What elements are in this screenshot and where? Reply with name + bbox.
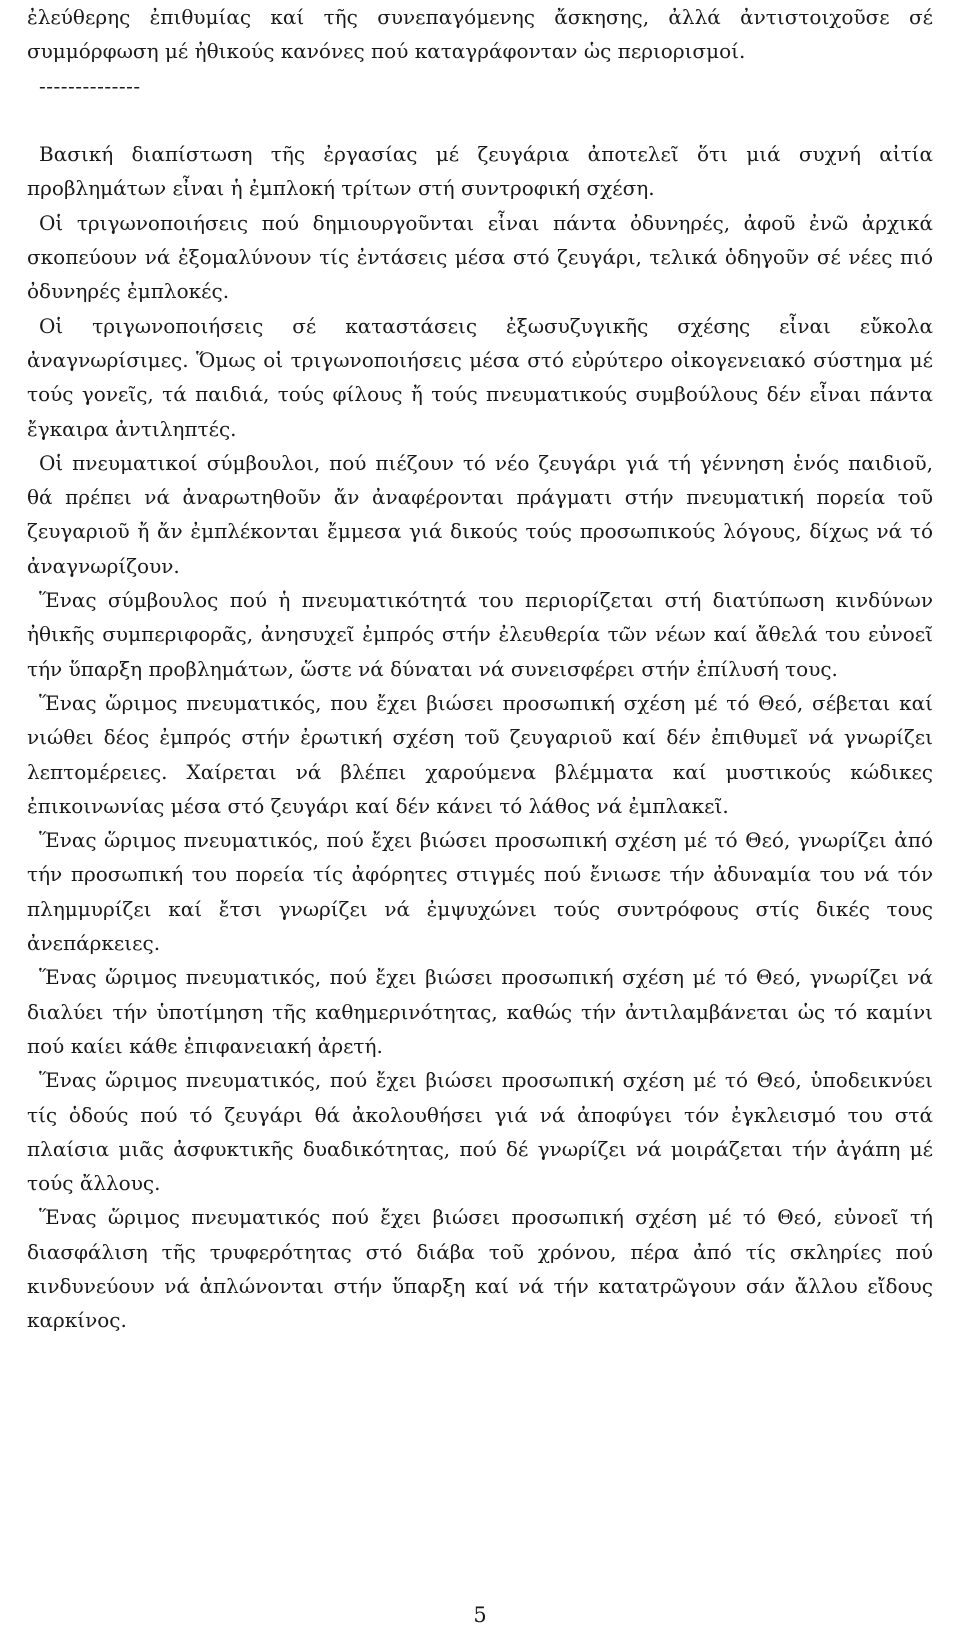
paragraph-8: Ἕνας ὥριμος πνευματικός, πού ἔχει βιώσει προσωπική σχέση μέ τό Θεό, γνωρίζει νά διαλύει τήν ὑποτίμηση τῆς καθημερινότητας, καθώς τήν ἀντιλαμβάνεται ὡς τό καμίνι πού καίει κάθε ἐπιφανειακή ἀρετή. (27, 965, 933, 1058)
paragraph-5: Ἕνας σύμβουλος πού ἡ πνευματικότητά του περιορίζεται στή διατύπωση κινδύνων ἠθικῆς συμπεριφορᾶς, ἀνησυχεῖ ἐμπρός στήν ἐλευθερία τῶν νέων καί ἄθελά του εὐνοεῖ τήν ὕπαρξη προβλημάτων, ὥστε νά δύναται νά συνεισφέρει στήν ἐπίλυσή τους. (27, 588, 933, 681)
paragraph-3: Οἱ τριγωνοποιήσεις σέ καταστάσεις ἐξωσυζυγικῆς σχέσης εἶναι εὔκολα ἀναγνωρίσιμες. Ὅμως οἱ τριγωνοποιήσεις μέσα στό εὐρύτερο οἰκογενειακό σύστημα μέ τούς γονεῖς, τά παιδιά, τούς φίλους ἤ τούς πνευματικούς συμβούλους δέν εἶναι πάντα ἔγκαιρα ἀντιληπτές. (27, 313, 933, 441)
paragraph-10: Ἕνας ὥριμος πνευματικός πού ἔχει βιώσει προσωπική σχέση μέ τό Θεό, εὐνοεῖ τή διασφάλιση τῆς τρυφερότητας στό διάβα τοῦ χρόνου, πέρα ἀπό τίς σκληρίες πού κινδυνεύουν νά ἁπλώνονται στήν ὕπαρξη καί νά τήν κατατρῶγουν σάν ἄλλου εἴδους καρκίνος. (27, 1205, 933, 1333)
paragraph-4: Οἱ πνευματικοί σύμβουλοι, πού πιέζουν τό νέο ζευγάρι γιά τή γέννηση ἑνός παιδιοῦ, θά πρέπει νά ἀναρωτηθοῦν ἄν ἀναφέρονται πράγματι στήν πνευματική πορεία τοῦ ζευγαριοῦ ἤ ἄν ἐμπλέκονται ἔμμεσα γιά δικούς τούς προσωπικούς λόγους, δίχως νά τό ἀναγνωρίζουν. (27, 450, 933, 578)
paragraph-9: Ἕνας ὥριμος πνευματικός, πού ἔχει βιώσει προσωπική σχέση μέ τό Θεό, ὑποδεικνύει τίς ὁδούς πού τό ζευγάρι θά ἀκολουθήσει γιά νά ἀποφύγει τόν ἐγκλεισμό του στά πλαίσια μιᾶς ἀσφυκτικῆς δυαδικότητας, πού δέ γνωρίζει νά μοιράζεται τήν ἀγάπη μέ τούς ἄλλους. (27, 1068, 933, 1196)
page-body (27, 0, 933, 1338)
paragraph-7: Ἕνας ὥριμος πνευματικός, πού ἔχει βιώσει προσωπική σχέση μέ τό Θεό, γνωρίζει ἀπό τήν προσωπική του πορεία τίς ἀφόρητες στιγμές πού ἔνιωσε τήν ἀδυναμία του νά τόν πλημμυρίζει καί ἔτσι γνωρίζει νά ἐμψυχώνει τούς συντρόφους στίς δικές τους ἀνεπάρκειες. (27, 828, 933, 956)
paragraph-1: Βασική διαπίστωση τῆς ἐργασίας μέ ζευγάρια ἀποτελεῖ ὅτι μιά συχνή αἰτία προβλημάτων εἶναι ἡ ἐμπλοκή τρίτων στή συντροφική σχέση. (27, 142, 933, 201)
page-number: 5 (473, 1603, 487, 1627)
paragraph-6: Ἕνας ὥριμος πνευματικός, που ἔχει βιώσει προσωπική σχέση μέ τό Θεό, σέβεται καί νιώθει δέος ἐμπρός στήν ἐρωτική σχέση τοῦ ζευγαριοῦ καί δέν ἐπιθυμεῖ νά γνωρίζει λεπτομέρειες. Χαίρεται νά βλέπει χαρούμενα βλέμματα καί μυστικούς κώδικες ἐπικοινωνίας μέσα στό ζευγάρι καί δέν κάνει τό λάθος νά ἐμπλακεῖ. (27, 690, 933, 818)
section-separator: -------------- (39, 73, 141, 98)
blank-line (27, 103, 933, 137)
opening-paragraph: ἐλεύθερης ἐπιθυμίας καί τῆς συνεπαγόμενης ἄσκησης, ἀλλά ἀντιστοιχοῦσε σέ συμμόρφωση μέ ἠθικούς κανόνες πού καταγράφονταν ὡς περιορισμοί. (27, 5, 933, 64)
paragraph-2: Οἱ τριγωνοποιήσεις πού δημιουργοῦνται εἶναι πάντα ὀδυνηρές, ἀφοῦ ἐνῶ ἀρχικά σκοπεύουν νά ἐξομαλύνουν τίς ἐντάσεις μέσα στό ζευγάρι, τελικά ὁδηγοῦν σέ νέες πιό ὀδυνηρές ἐμπλοκές. (27, 210, 933, 304)
